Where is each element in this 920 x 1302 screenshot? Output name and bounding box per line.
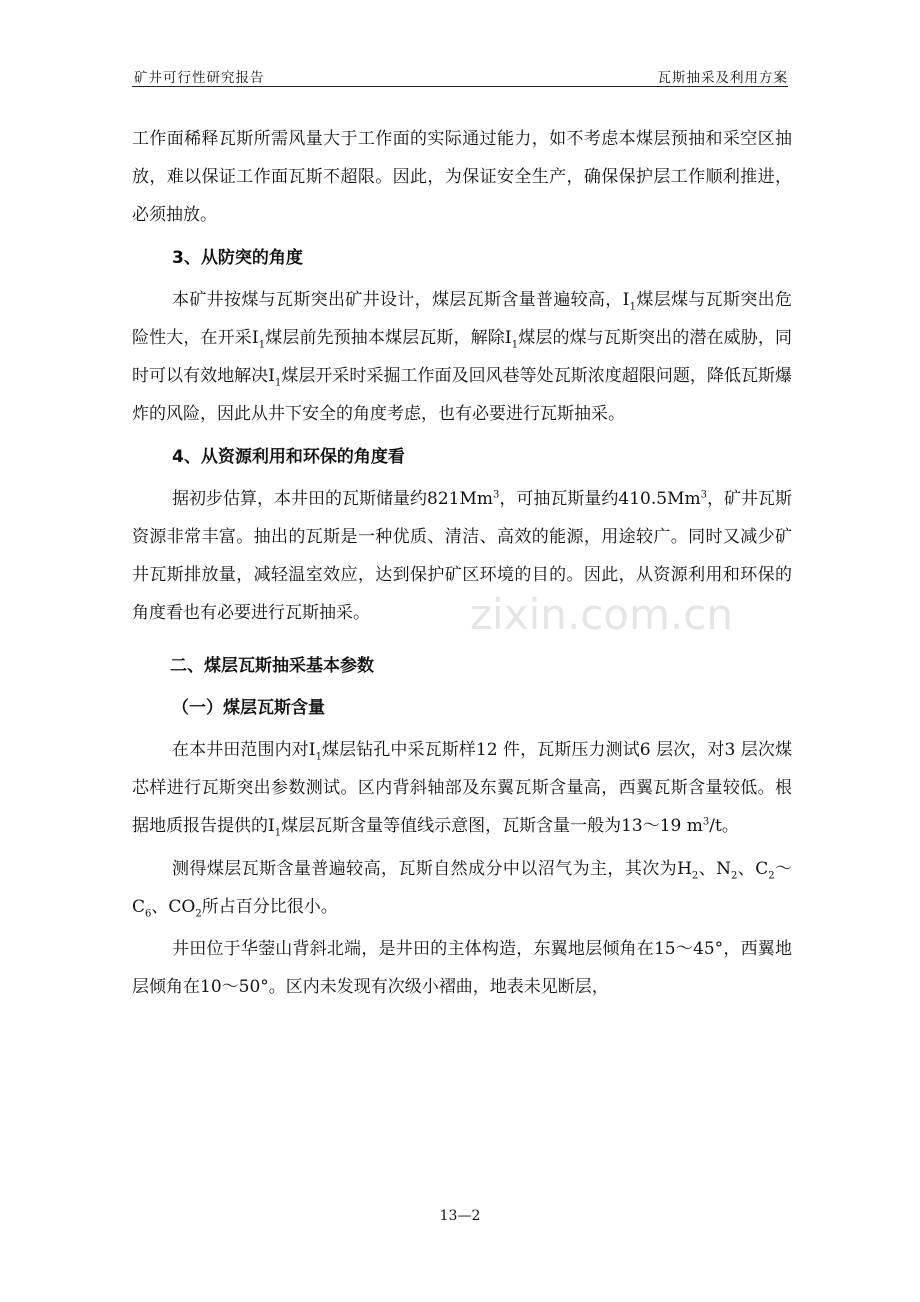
section-heading: 二、煤层瓦斯抽采基本参数 [170, 655, 374, 676]
header-right-title: 瓦斯抽采及利用方案 [657, 70, 788, 86]
heading-3: 3、从防突的角度 [172, 247, 303, 268]
watermark: zixin.com.cn [470, 590, 733, 639]
paragraph-4: 在本井田范围内对$Ⅰ_1$煤层钻孔中采瓦斯样12 件，瓦斯压力测试6 层次，对3 层次煤芯样进行瓦斯突出参数测试。区内背斜轴部及东翼瓦斯含量高，西翼瓦斯含量较低。根据地质报告提供的$Ⅰ_1$煤层瓦斯含量等值线示意图，瓦斯含量一般为13～19 $m^3/t$。 [132, 740, 792, 839]
page-header [132, 64, 788, 87]
paragraph-5: 测得煤层瓦斯含量普遍较高，瓦斯自然成分中以沼气为主，其次为$H_2$、$N_2$、$C_2\sim$ $C_6$、$CO_2$所占百分比很小。 [132, 858, 793, 920]
document-body [132, 120, 792, 1006]
paragraph-3: 据初步估算，本井田的瓦斯储量约821Mm$^3$，可抽瓦斯量约410.5Mm$^3$，矿井瓦斯资源非常丰富。抽出的瓦斯是一种优质、清洁、高效的能源，用途较广。同时又减少矿井瓦斯排放量，减轻温室效应，达到保护矿区环境的目的。因此，从资源利用和环保的角度看也有必要进行瓦斯抽采。 [132, 488, 792, 624]
subsection-heading: （一）煤层瓦斯含量 [172, 697, 325, 718]
paragraph-1: 工作面稀释瓦斯所需风量大于工作面的实际通过能力，如不考虑本煤层预抽和采空区抽放，难以保证工作面瓦斯不超限。因此，为保证安全生产，确保保护层工作顺利推进，必须抽放。 [132, 129, 792, 226]
header-left-title: 矿井可行性研究报告 [134, 70, 265, 86]
paragraph-2: 本矿井按煤与瓦斯突出矿井设计，煤层瓦斯含量普遍较高，$Ⅰ_1$煤层煤与瓦斯突出危险性大，在开采$Ⅰ_1$煤层前先预抽本煤层瓦斯，解除$Ⅰ_1$煤层的煤与瓦斯突出的潜在威胁，同时可以有效地解决$Ⅰ_1$煤层开采时采掘工作面及回风巷等处瓦斯浓度超限问题，降低瓦斯爆炸的风险，因此从井下安全的角度考虑，也有必要进行瓦斯抽采。 [132, 289, 793, 425]
paragraph-6: 井田位于华蓥山背斜北端，是井田的主体构造，东翼地层倾角在15～45°，西翼地层倾角在10～50°。区内未发现有次级小褶曲，地表未见断层， [132, 939, 792, 998]
heading-4: 4、从资源利用和环保的角度看 [172, 446, 405, 467]
page-number: 13—2 [439, 1208, 481, 1224]
